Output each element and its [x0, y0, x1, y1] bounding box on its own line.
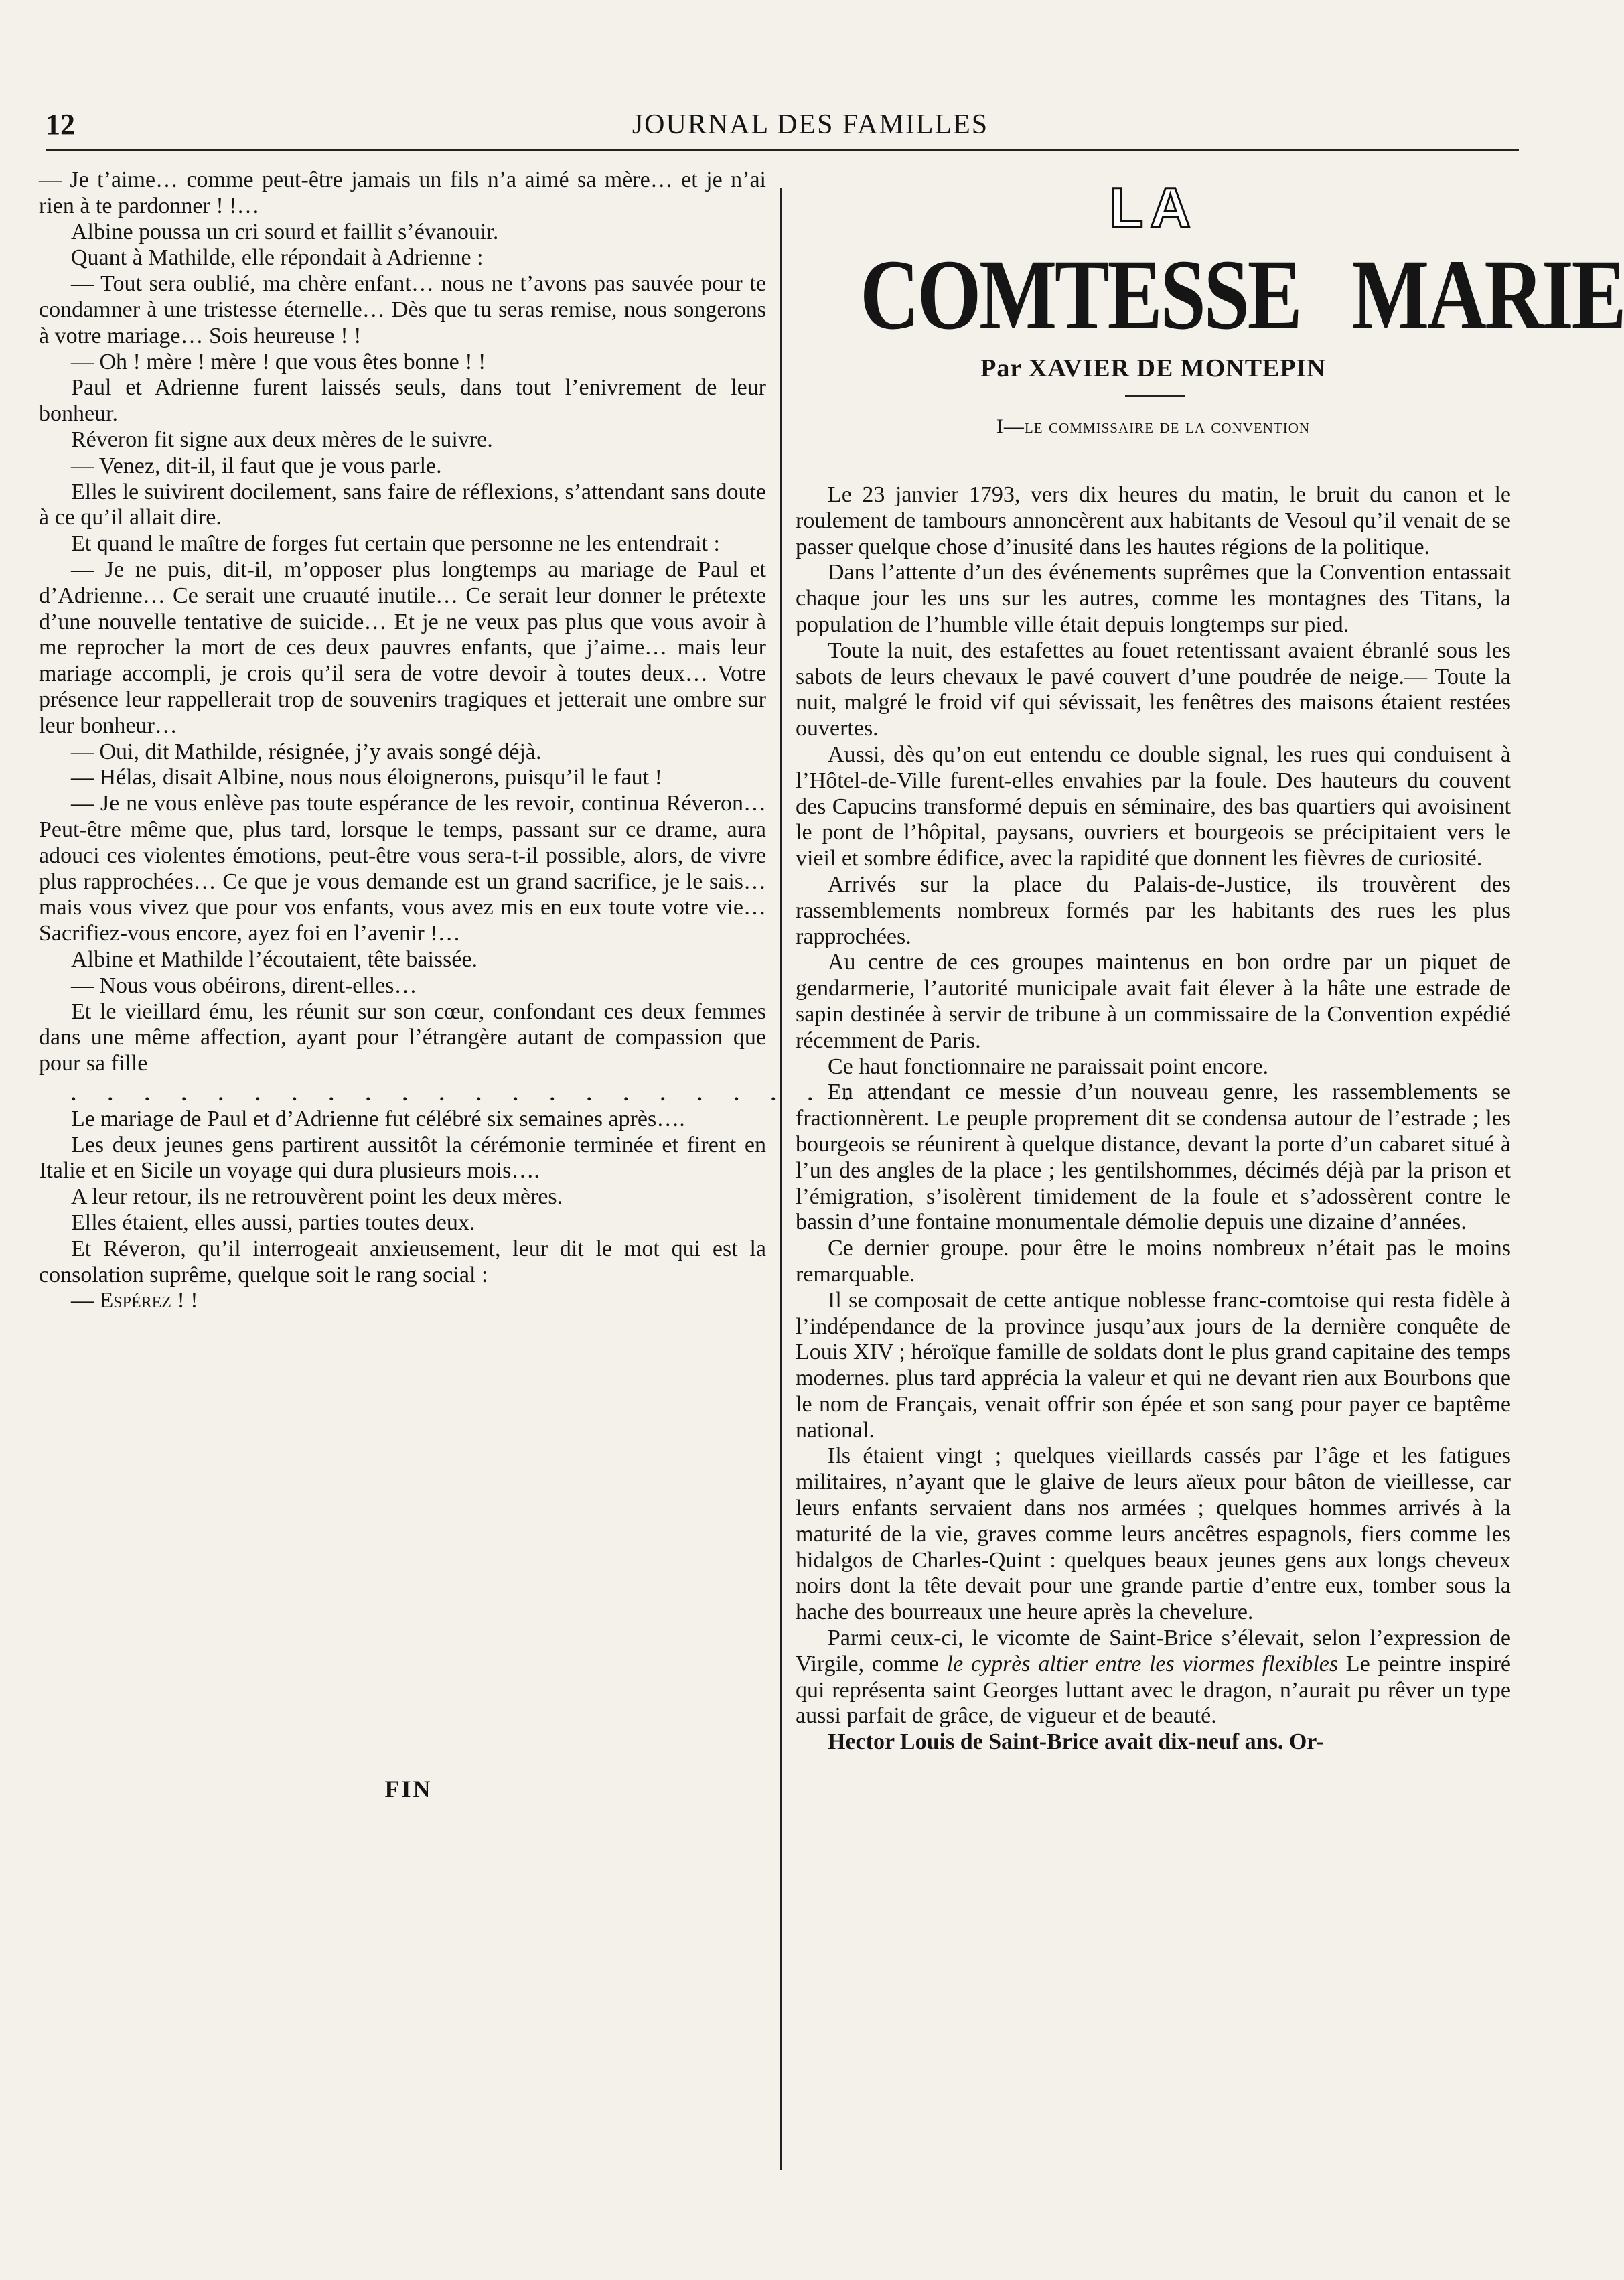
paragraph: En attendant ce messie d’un nouveau genre, les rassemblements se fractionnèrent. Le peuple proprement dit se condensa autour de l’estrade ; les bourgeois se réunirent à quelque distance, devant la porte d’un cabaret situé à l’un des angles de la place ; les gentilshommes, décimés déjà par la prison et l’émigration, s’isolèrent timidement de la foule et s’adossèrent contre le bassin d’une fontaine monumentale démolie depuis une dizaine d’années. — [796, 1080, 1511, 1235]
story-title: COMTESSE MARIE — [860, 239, 1624, 350]
paragraph: — Je ne vous enlève pas toute espérance de les revoir, continua Réveron… Peut-être même que, plus tard, lorsque le temps, passant sur ce drame, aura adouci ces violentes émotions, peut-être vous sera-t-il possible, alors, de vivre plus rapprochées… Ce que je vous demande est un grand sacrifice, je le sais… mais vous vivez que pour vos enfants, vous avez mis en eux toute votre vie… Sacrifiez-vous encore, ayez foi en l’avenir !… — [39, 791, 766, 946]
paragraph: Et le vieillard ému, les réunit sur son cœur, confondant ces deux femmes dans une même affection, ayant pour l’étrangère autant de compassion que pour sa fille — [39, 999, 766, 1076]
closing-line — [39, 1288, 766, 1314]
paragraph: Toute la nuit, des estafettes au fouet retentissant avaient ébranlé sous les sabots de leurs chevaux le pavé couvert d’une poudrée de neige.— Toute la nuit, malgré le froid vif qui sévissait, les fenêtres des maisons étaient restées ouvertes. — [796, 638, 1511, 741]
paragraph: — Oh ! mère ! mère ! que vous êtes bonne ! ! — [71, 349, 486, 374]
chapter-heading — [796, 415, 1511, 438]
paragraph: Dans l’attente d’un des événements suprêmes que la Convention entassait chaque jour les uns sur les autres, comme les montagnes des Titans, la population de l’humble ville était depuis longtemps sur pied. — [796, 560, 1511, 637]
paragraph: Le 23 janvier 1793, vers dix heures du matin, le bruit du canon et le roulement de tambours annoncèrent aux habitants de Vesoul qu’il venait de se passer quelque chose d’inusité dans les hautes régions de la politique. — [796, 482, 1511, 559]
page-number: 12 — [46, 108, 75, 141]
paragraph: Elles étaient, elles aussi, parties toutes deux. — [71, 1210, 475, 1236]
fin-label: FIN — [384, 1776, 433, 1802]
closing-dash: — — [71, 1288, 100, 1313]
paragraph: Elles le suivirent docilement, sans faire de réflexions, s’attendant sans doute à ce qu’il allait dire. — [39, 479, 766, 530]
header-rule — [46, 149, 1519, 151]
paragraph: — Venez, dit-il, il faut que je vous parle. — [71, 453, 442, 478]
virgil-text-after: Le peintre inspiré qui représenta saint Georges luttant avec le dragon, n’aurait pu rêver un type aussi parfait de grâce, de vigueur et de beauté. — [796, 1651, 1511, 1729]
paragraph: Hector Louis de Saint-Brice avait dix-neuf ans. Or- — [828, 1729, 1324, 1755]
left-column — [39, 167, 937, 1314]
story-title-la: LA — [1109, 176, 1197, 239]
paragraph: Albine et Mathilde l’écoutaient, tête baissée. — [71, 946, 478, 972]
paragraph: — Oui, dit Mathilde, résignée, j’y avais songé déjà. — [71, 739, 542, 764]
column-rule — [780, 188, 782, 2170]
paragraph: — Je t’aime… comme peut-être jamais un fils n’a aimé sa mère… et je n’ai rien à te pardonner ! !… — [39, 167, 766, 218]
chapter-number: I— — [996, 415, 1025, 437]
paragraph: — Hélas, disait Albine, nous nous éloignerons, puisqu’il le faut ! — [71, 765, 662, 790]
paragraph: Au centre de ces groupes maintenus en bon ordre par un piquet de gendarmerie, l’autorité municipale avait fait élever à la hâte une estrade de sapin destinée à servir de tribune à un commissaire de la Convention expédié récemment de Paris. — [796, 950, 1511, 1053]
paragraph: — Je ne puis, dit-il, m’opposer plus longtemps au mariage de Paul et d’Adrienne… Ce serait une cruauté inutile… Ce serait leur donner le prétexte d’une nouvelle tentative de suicide… Et je ne veux pas plus que vous avoir à me reprocher la mort de ces deux pauvres enfants, que j’aime… mais leur mariage accompli, je crois qu’il sera de votre devoir à toutes deux… Votre présence leur rappellerait trop de souvenirs tragiques et jetterait une ombre sur leur bonheur… — [39, 557, 766, 738]
running-head: JOURNAL DES FAMILLES — [632, 109, 989, 140]
closing-word: Espérez ! ! — [99, 1288, 198, 1313]
paragraph: Ce dernier groupe. pour être le moins nombreux n’était pas le moins remarquable. — [796, 1236, 1511, 1287]
virgil-quote: le cyprès altier entre les viormes flexibles — [946, 1651, 1339, 1677]
byline-rule — [1125, 395, 1185, 397]
paragraph: Il se composait de cette antique noblesse franc-comtoise qui resta fidèle à l’indépendance de la province jusqu’aux jours de la dernière conquête de Louis XIV ; héroïque famille de soldats dont le plus grand capitaine des temps modernes. plus tard apprécia la valeur et qui ne devant rien aux Bourbons que le nom de Français, venait offrir son épée et son sang pour payer ce baptême national. — [796, 1287, 1511, 1443]
paragraph: Et Réveron, qu’il interrogeait anxieusement, leur dit le mot qui est la consolation suprême, quelque soit le rang social : — [39, 1236, 766, 1287]
paragraph: Ce haut fonctionnaire ne paraissait point encore. — [828, 1054, 1269, 1079]
paragraph: Quant à Mathilde, elle répondait à Adrienne : — [71, 245, 484, 271]
paragraph: Réveron fit signe aux deux mères de le suivre. — [71, 427, 493, 452]
chapter-title: le commissaire de la convention — [1024, 415, 1311, 437]
right-column — [796, 482, 1511, 1756]
paragraph: Arrivés sur la place du Palais-de-Justice, ils trouvèrent des rassemblements nombreux formés par les habitants des rues les plus rapprochées. — [796, 871, 1511, 949]
paragraph: Et quand le maître de forges fut certain que personne ne les entendrait : — [71, 531, 720, 557]
virgil-text: Parmi ceux-ci, le vicomte de Saint-Brice s’élevait, selon l’expression de Virgile, comme — [796, 1626, 1511, 1677]
paragraph: Les deux jeunes gens partirent aussitôt la cérémonie terminée et firent en Italie et en Sicile un voyage qui dura plusieurs mois…. — [39, 1132, 766, 1184]
paragraph: Aussi, dès qu’on eut entendu ce double signal, les rues qui conduisent à l’Hôtel-de-Ville furent-elles envahies par la foule. Des hauteurs du couvent des Capucins transformé depuis en séminaire, des bas quartiers qui avoisinent le pont de l’hôpital, paysans, ouvriers et bourgeois se précipitaient vers le vieil et sombre édifice, avec la rapidité que donnent les fièvres de curiosité. — [796, 741, 1511, 871]
paragraph: Ils étaient vingt ; quelques vieillards cassés par l’âge et les fatigues militaires, n’ayant que le glaive de leurs aïeux pour bâton de vieillesse, car leurs enfants servaient dans nos armées ; quelques hommes arrivés à la maturité de la vie, graves comme leurs ancêtres espagnols, fiers comme les hidalgos de Charles-Quint : quelques beaux jeunes gens aux longs cheveux noirs dont la tête devait pour une grande partie d’entre eux, tomber sous la hache des bourreaux une heure après la chevelure. — [796, 1443, 1511, 1625]
byline: Par XAVIER DE MONTEPIN — [980, 354, 1326, 382]
section-break-dots: . . . . . . . . . . . . . . . . . . . . . . . . — [71, 1082, 937, 1105]
paragraph: Le mariage de Paul et d’Adrienne fut célébré six semaines après…. — [71, 1106, 685, 1131]
paragraph: Paul et Adrienne furent laissés seuls, dans tout l’enivrement de leur bonheur. — [39, 375, 766, 427]
paragraph: — Nous vous obéirons, dirent-elles… — [71, 973, 417, 998]
paragraph — [796, 1626, 1511, 1729]
paragraph: — Tout sera oublié, ma chère enfant… nous ne t’avons pas sauvée pour te condamner à une tristesse éternelle… Dès que tu seras remise, nous songerons à votre mariage… Sois heureuse ! ! — [39, 271, 766, 348]
paragraph: Albine poussa un cri sourd et faillit s’évanouir. — [71, 219, 499, 244]
paragraph: A leur retour, ils ne retrouvèrent point les deux mères. — [71, 1184, 563, 1210]
